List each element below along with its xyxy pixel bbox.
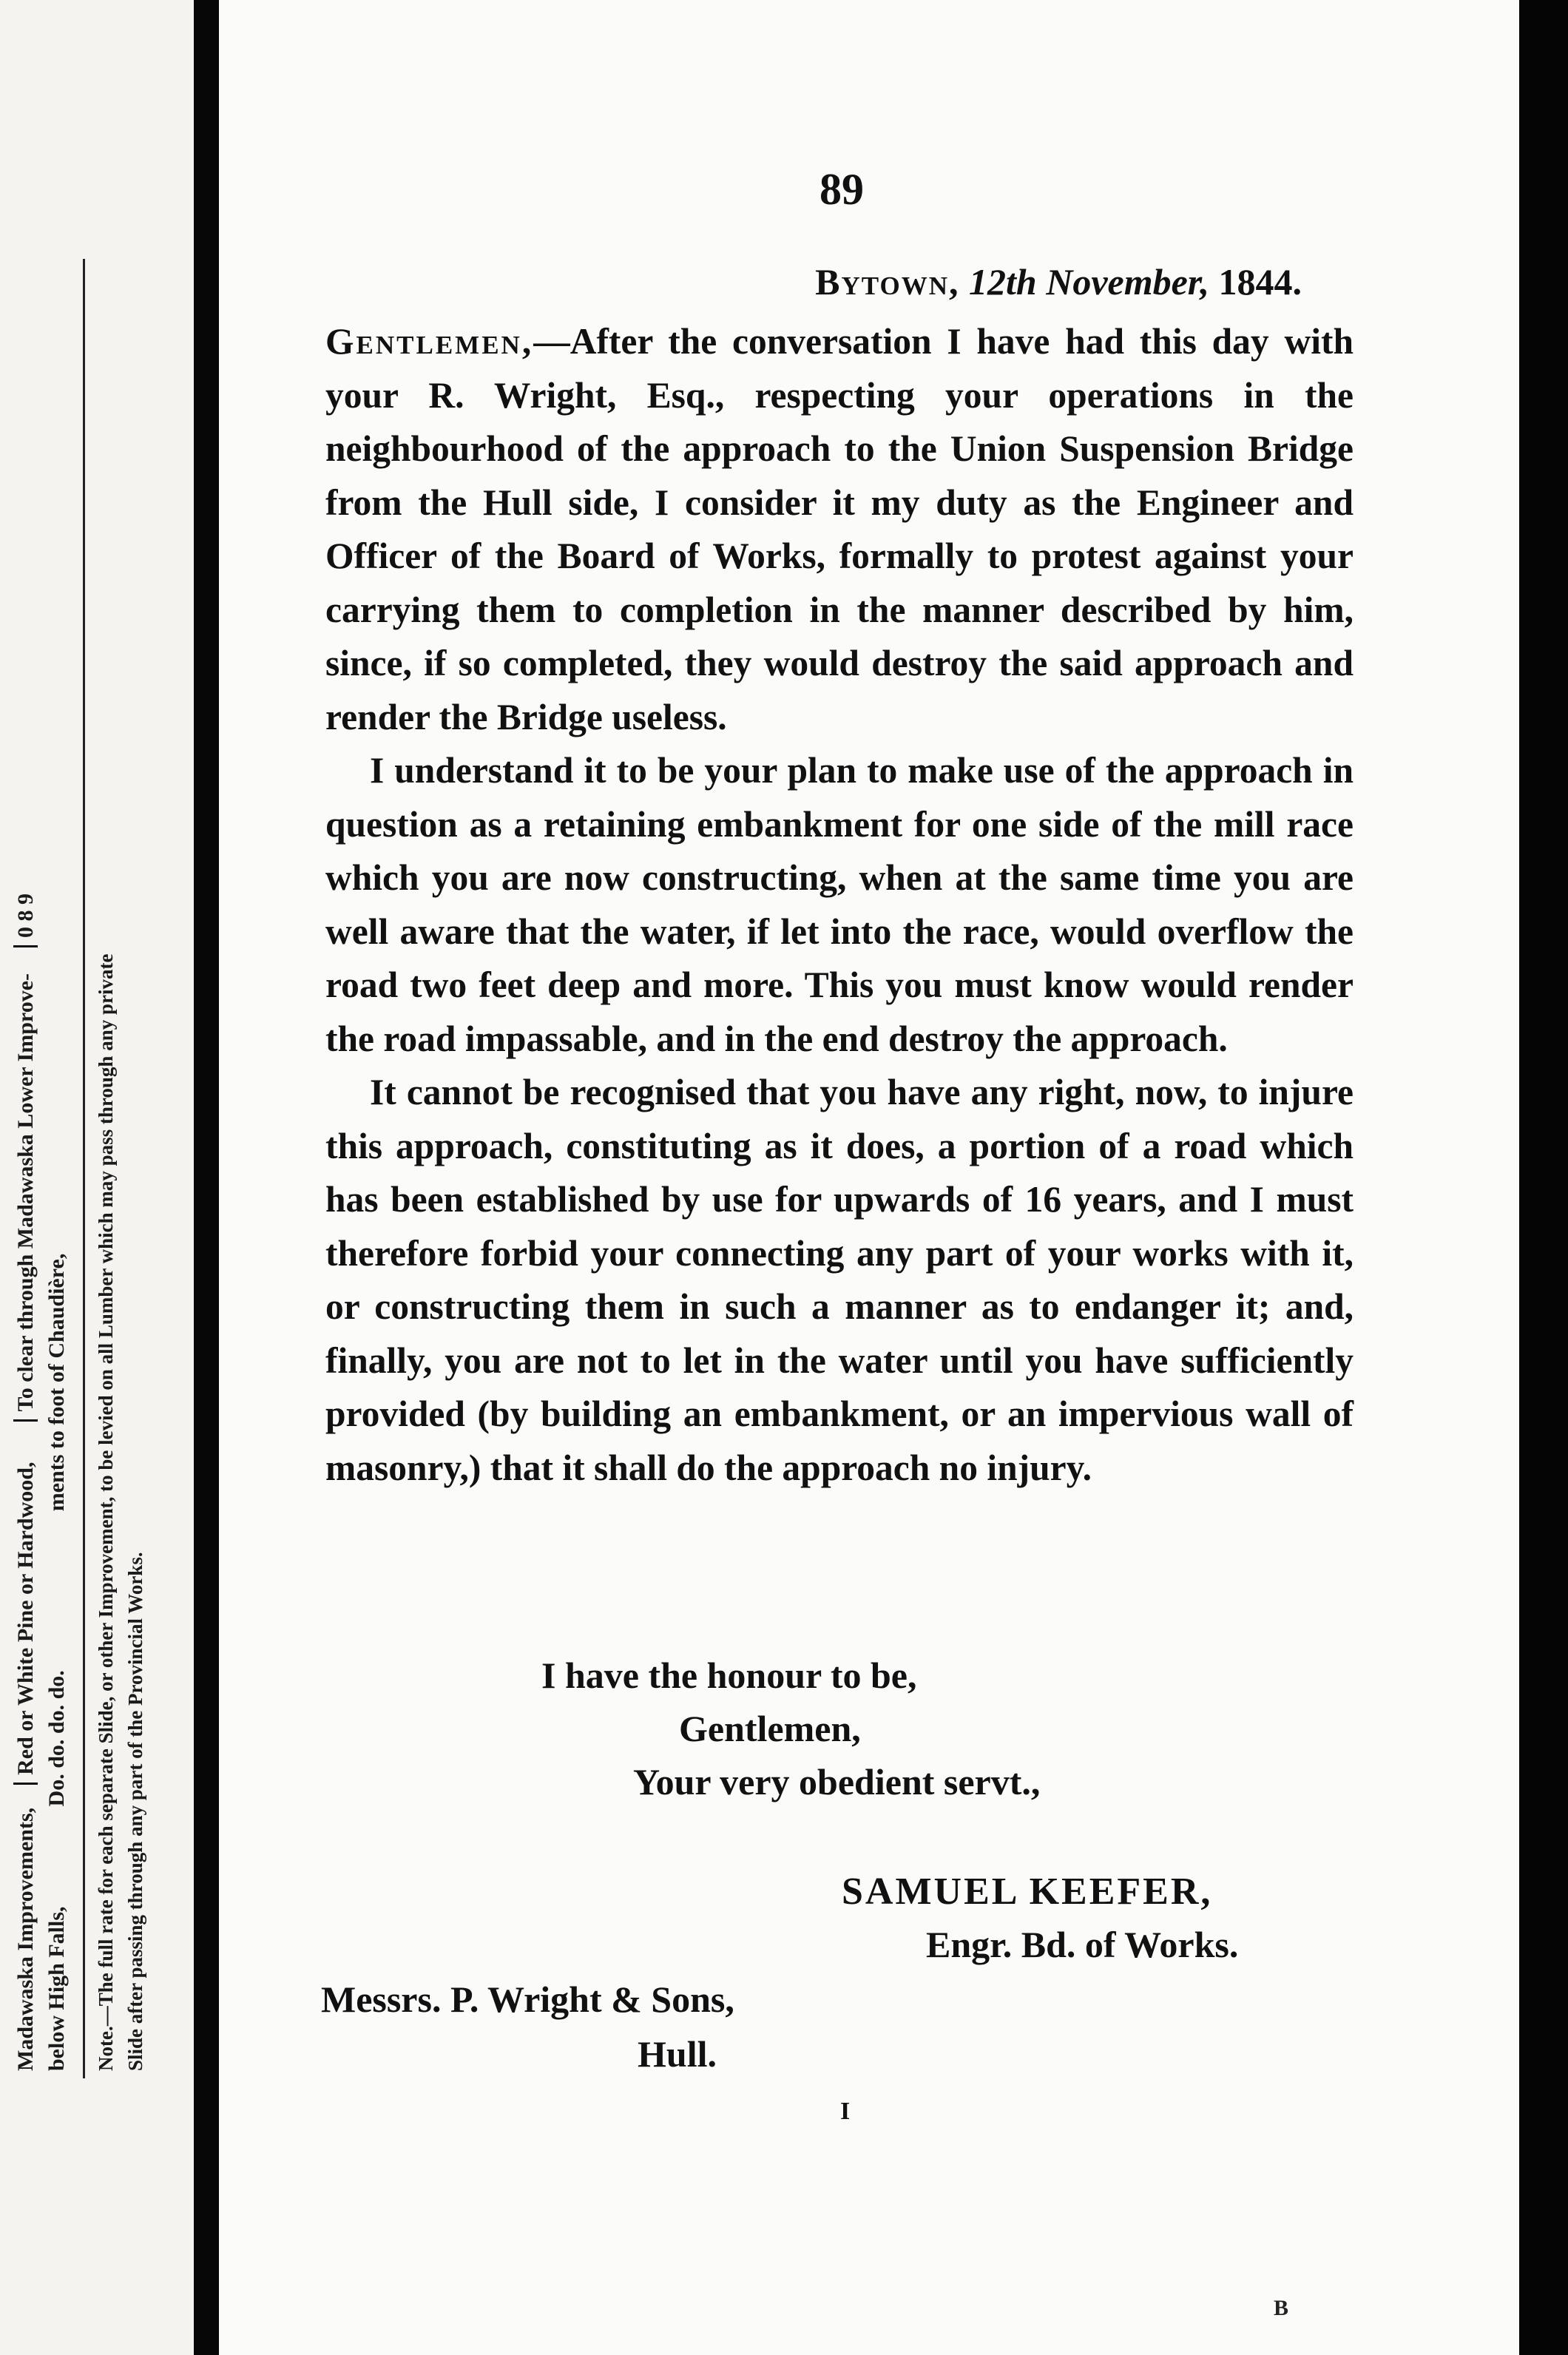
paragraph-2: I understand it to be your plan to make use of the approach in question as a retaining embankment for one side of the mill race which you are now constructing, when at the same time you are well aware that the water, if let into the race, would overflow the road two feet deep and more. This you must know would render the road impassable, and in the end destroy the approach. bbox=[325, 750, 1354, 1059]
corner-mark: B bbox=[1274, 2296, 1289, 2320]
table-note-line-2: Slide after passing through any part of the Provincial Works. bbox=[124, 1552, 146, 2071]
signature-mark: I bbox=[840, 2098, 851, 2125]
closing-line-1: I have the honour to be, bbox=[541, 1655, 917, 1696]
paragraph-3: It cannot be recognised that you have any right, now, to injure this approach, constituting as it does, a portion of a road which has been established by use for upwards of 16 years, and I must therefore forbid your connecting any part of your works with it, or constructing them in such a manner as to endanger it; and, finally, you are not to let in the water until you have sufficiently provided (by building an embankment, or an impervious wall of masonry,) that it shall do the approach no injury. bbox=[325, 1072, 1354, 1488]
previous-page-strip bbox=[0, 0, 194, 2355]
dateline bbox=[815, 260, 1302, 303]
page-edge-shadow bbox=[1519, 0, 1568, 2355]
addressee: Messrs. P. Wright & Sons, bbox=[321, 1979, 734, 2020]
paragraph-1-text: —After the conversation I have had this day with your R. Wright, Esq., respecting your operations in the neighbourhood of the approach to the Union Suspension Bridge from the Hull side, I consider it my duty as the Engineer and Officer of the Board of Works, formally to protest against your carrying them to completion in the manner described by him, since, if so completed, they would destroy the said approach and render the Bridge useless. bbox=[325, 321, 1354, 737]
dateline-place: Bytown, bbox=[815, 261, 960, 303]
table-row-madawaska: Madawaska Improvements, Red or White Pine or Hardwood, To clear through Madawaska Lower Improve- 0 8 9 bbox=[13, 893, 38, 2071]
addressee-place: Hull. bbox=[638, 2033, 717, 2075]
closing-line-3: Your very obedient servt., bbox=[633, 1761, 1041, 1802]
dateline-date: 12th November, bbox=[969, 261, 1209, 303]
letter-body bbox=[325, 315, 1354, 1495]
table-note-line-1: Note.—The full rate for each separate Slide, or other Improvement, to be levied on all Lumber which may pass through any private bbox=[95, 953, 117, 2071]
dateline-year: 1844. bbox=[1218, 261, 1302, 303]
paragraph-1 bbox=[325, 315, 1354, 744]
page-number: 89 bbox=[820, 165, 864, 214]
book-gutter bbox=[194, 0, 219, 2355]
signature-name: SAMUEL KEEFER, bbox=[842, 1871, 1213, 1913]
signature-title: Engr. Bd. of Works. bbox=[926, 1924, 1239, 1965]
salutation: Gentlemen, bbox=[325, 321, 534, 362]
table-rule bbox=[83, 259, 85, 2078]
table-row-high-falls: below High Falls, Do. do. do. do. ments to foot of Chaudière, bbox=[44, 1253, 69, 2071]
closing-line-2: Gentlemen, bbox=[679, 1708, 861, 1749]
